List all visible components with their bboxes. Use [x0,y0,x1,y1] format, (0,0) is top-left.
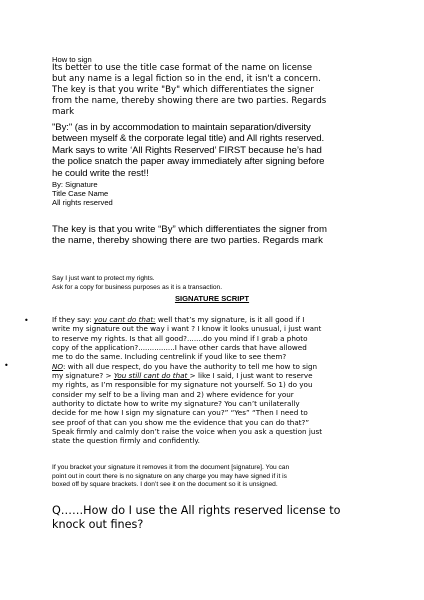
bracket-signature-paragraph [52,464,392,490]
by-explanation-paragraph [52,122,382,179]
text-line: knock out fines? [52,518,144,531]
text-line: point out in court there is no signature on any charge you may have signed if it is [52,472,287,480]
you-still-cant-do-that-phrase: You still cant do that [113,371,190,381]
text-line: to reserve my rights. Is that all good?.......do you mind if I grab a photo [52,333,308,343]
text-line: see proof of that can you show me the evidence that you can do that?” [52,417,310,427]
text-line: but any name is a legal fiction so in the end, it isn't a concern. [52,74,321,84]
text-line: decide for me how I sign my signature can you?” “Yes” “Then I need to [52,408,308,418]
text-line: he could write the rest!! [52,167,149,179]
text-line: The key is that you write “By” which differentiates the signer from [52,224,327,235]
text-line: from the name, thereby showing there are two parties. Regards [52,96,327,106]
text-line: NO: with all due respect, do you have the authority to tell me how to sign [52,361,318,371]
text-line: between myself & the corporate legal title) and All rights reserved. [52,133,325,145]
signature-script-body [52,315,402,446]
how-to-sign-heading: How to sign [52,55,92,64]
by-signature-line: By: Signature [52,180,98,189]
text-line: my signature? > You still cant do that > like I said, I just want to reserve [52,371,313,381]
text-line: Q……How do I use the All rights reserved license to [52,504,341,517]
no-phrase: NO [52,361,64,371]
protect-rights-notes [52,275,382,292]
text-line: authority to dictate how to write my signature? You can’t unilaterally [52,399,300,409]
text-line: mark [52,107,75,117]
text-line: consider my self to be a living man and 2) where evidence for your [52,389,294,399]
text-line: "By:" (as in by accommodation to maintain separation/diversity [52,122,311,133]
fines-question [52,504,402,532]
you-cant-do-that-phrase: you cant do that: [93,315,156,324]
text-line: Speak firmly and calmly don’t raise the voice when you ask a question just [52,427,323,437]
text-line: the police snatch the paper away immediately after signing before [52,156,325,168]
bullet-icon: • [24,316,29,325]
text-line: copy of the application?................I have other cards that have allowed [52,343,307,353]
signature-script-heading: SIGNATURE SCRIPT [174,294,250,303]
text-line: write my signature out the way i want ? I know it looks unusual, i just want [52,324,322,334]
say-line: Say I just want to protect my rights. [52,275,155,282]
bullet-icon: • [4,361,9,370]
intro-paragraph [52,63,382,118]
signature-format-block [52,180,382,208]
text-line: state the question firmly and confidently. [52,436,200,446]
text-line: boxed off by square brackets. I don’t see it on the document so it is unsigned. [52,481,278,489]
key-paragraph [52,224,382,247]
text-line: The key is that you write "By" which differentiates the signer [52,85,314,95]
title-case-name-line: Title Case Name [52,189,109,199]
text-line: If you bracket your signature it removes it from the document [signature]. You can [52,464,290,471]
ask-line: Ask for a copy for business purposes as it is a transaction. [52,283,223,291]
text-line: my rights, as I’m responsible for my signature not yourself. So 1) do you [52,380,313,390]
text-line: If they say: you cant do that: well that’s my signature, is it all good if I [52,315,305,324]
text-line: Its better to use the title case format of the name on license [52,63,313,73]
text-line: me to do the same. Including centrelink if youd like to see them? [52,352,287,362]
text-line: Mark says to write ‘All Rights Reserved’ FIRST because he’s had [52,144,322,156]
all-rights-reserved-line: All rights reserved [52,198,113,208]
text-line: the name, thereby showing there are two parties. Regards mark [52,235,323,247]
